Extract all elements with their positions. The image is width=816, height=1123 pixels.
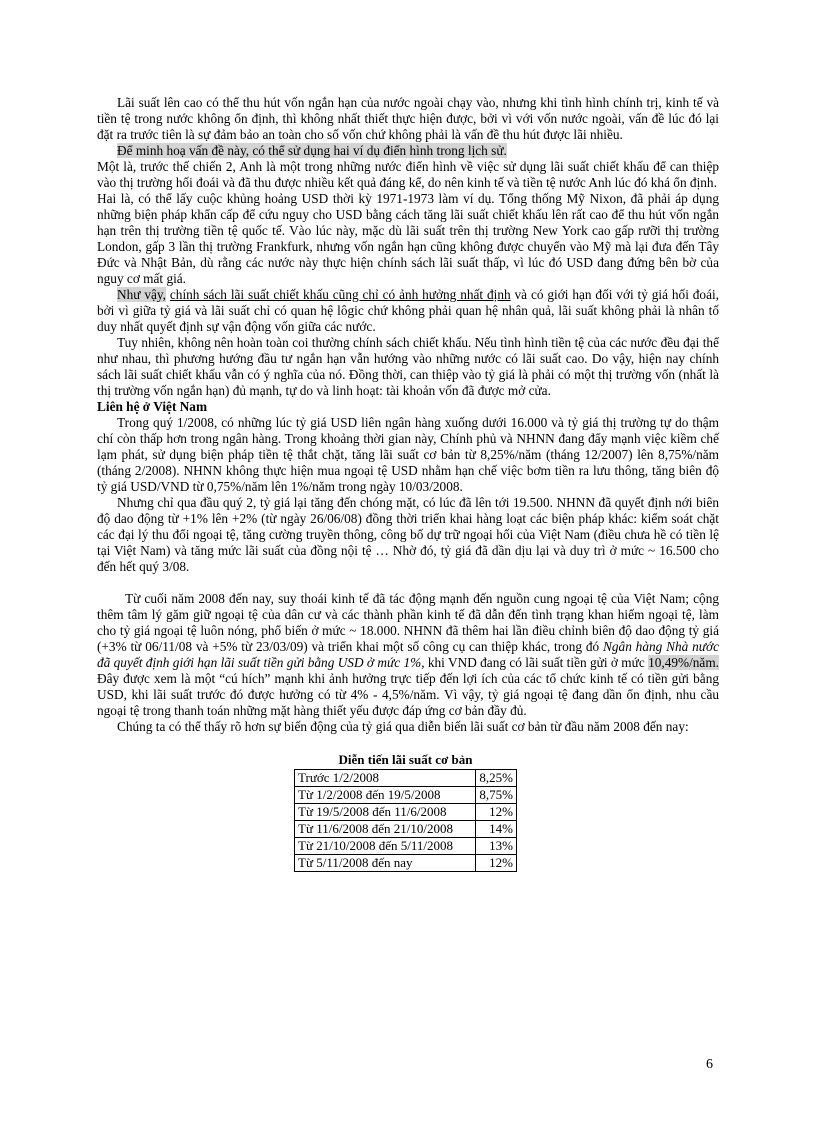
table-row xyxy=(295,770,517,787)
underlined-phrase: chính sách lãi suất chiết khấu cũng chỉ có ảnh hưởng nhất định xyxy=(169,287,511,302)
document-body xyxy=(97,95,719,872)
section-heading: Liên hệ ở Việt Nam xyxy=(97,399,208,414)
period-cell: Từ 21/10/2008 đến 5/11/2008 xyxy=(295,838,476,855)
rate-cell: 8,25% xyxy=(476,770,517,787)
highlighted-rate: 10,49%/năm. xyxy=(648,655,719,670)
base-rate-table xyxy=(294,751,517,872)
rate-cell: 13% xyxy=(476,838,517,855)
rate-cell: 14% xyxy=(476,821,517,838)
paragraph-illustration-intro xyxy=(97,143,719,159)
end-2008-text-2: khi VND đang có lãi suất tiền gửi ở mức xyxy=(424,655,649,670)
table-header-row xyxy=(295,751,517,770)
rate-cell: 8,75% xyxy=(476,787,517,804)
paragraph-q2-2008: Nhưng chỉ qua đầu quý 2, tỷ giá lại tăng đến chóng mặt, có lúc đã lên tới 19.500. NHNN đã quyết định nới biên độ dao động từ +1% lên +2% (từ ngày 26/06/08) đồng thời triển khai hàng loạt các biện pháp khác: kiểm soát chặt các đại lý thu đổi ngoại tệ, tăng cường truyền thông, công bố dự trữ ngoại hối của Việt Nam (điều chưa hề có tiền lệ tại Việt Nam) và tăng mức lãi suất của đồng nội tệ … Nhờ đó, tỷ giá đã dần dịu lại và duy trì ở mức ~ 16.500 cho đến hết quý 3/08. xyxy=(97,495,719,574)
table-title: Diễn tiến lãi suất cơ bản xyxy=(295,751,517,770)
blank-line xyxy=(97,575,719,591)
paragraph-discount-policy: Tuy nhiên, không nên hoàn toàn coi thường chính sách chiết khấu. Nếu tình hình tiền tệ của các nước đều đại thể như nhau, thì phương hướng đầu tư ngắn hạn vẫn hướng vào những nước có lãi suất cao. Do vậy, hiện nay chính sách lãi suất chiết khấu vẫn có ý nghĩa của nó. Đồng thời, can thiệp vào tỷ giá là phải có một thị trường vốn (nhất là thị trường vốn ngắn hạn) đủ mạnh, tự do và linh hoạt: tài khoản vốn đã được mở cửa. xyxy=(97,335,719,398)
table-row xyxy=(295,787,517,804)
table-row xyxy=(295,821,517,838)
conclusion-text: và có giới hạn đối với tỷ giá hối đoái, bởi vì giữa tỷ giá và lãi suất chỉ có quan hệ lôgic chứ không phải quan hệ nhân quả, lãi suất không phải là nhân tố duy nhất quyết định sự vận động vốn giữa các nước. xyxy=(97,287,720,334)
period-cell: Từ 11/6/2008 đến 21/10/2008 xyxy=(295,821,476,838)
paragraph-end-2008 xyxy=(97,591,719,719)
rate-cell: 12% xyxy=(476,855,517,872)
paragraph-table-intro: Chúng ta có thể thấy rõ hơn sự biến động của tỷ giá qua diễn biến lãi suất cơ bản từ đầu năm 2008 đến nay: xyxy=(117,719,689,734)
paragraph-q1-2008: Trong quý 1/2008, có những lúc tỷ giá USD liên ngân hàng xuống dưới 16.000 và tỷ giá thị trường tự do thậm chí còn thấp hơn trong ngân hàng. Trong khoảng thời gian này, Chính phủ và NHNN đang đẩy mạnh việc kiềm chế lạm phát, sử dụng biện pháp tiền tệ thắt chặt, tăng lãi suất cơ bản từ 8,25%/năm (tháng 12/2007) lên 8,75%/năm (tháng 2/2008). NHNN không thực hiện mua ngoại tệ USD nhằm hạn chế việc bơm tiền ra lưu thông, tăng biên độ tỷ giá USD/VND từ 0,75%/năm lên 1%/năm trong ngày 10/03/2008. xyxy=(97,415,719,494)
period-cell: Trước 1/2/2008 xyxy=(295,770,476,787)
table-row xyxy=(295,855,517,872)
end-2008-text: Từ cuối năm 2008 đến nay, suy thoái kinh tế đã tác động mạnh đến nguồn cung ngoại tệ của Việt Nam; cộng thêm tâm lý găm giữ ngoại tệ của dân cư và các thành phần kinh tế đã dẫn đến tình trạng khan hiếm ngoại tệ, làm cho tỷ giá ngoại tệ luôn nóng, phổ biến ở mức ~ 18.000. NHNN đã thêm hai lần điều chỉnh biên độ dao động tỷ giá (+3% từ 06/11/08 và +5% từ 23/03/09) và triển khai một số công cụ can thiệp khác, trong đó xyxy=(97,591,719,654)
end-2008-text-3: Đây được xem là một “cú hích” mạnh khi ảnh hưởng trực tiếp đến lợi ích của các tổ chức kinh tế có tiền gửi bằng USD, khi lãi suất trước đó được hưởng có từ 4% - 4,5%/năm. Vì vậy, tỷ giá ngoại tệ đang dần ổn định, nhu cầu ngoại tệ trong thanh toán những mặt hàng thiết yếu được đáp ứng cơ bản đầy đủ. xyxy=(97,671,719,718)
italic-decision: Ngân hàng Nhà nước đã quyết định giới hạn lãi suất tiền gửi bằng USD ở mức 1%, xyxy=(97,639,719,670)
table-row xyxy=(295,838,517,855)
highlighted-sentence: Để minh hoạ vấn đề này, có thể sử dụng hai ví dụ điển hình trong lịch sử. xyxy=(117,143,507,158)
highlighted-phrase: Như vậy, xyxy=(117,287,167,302)
period-cell: Từ 19/5/2008 đến 11/6/2008 xyxy=(295,804,476,821)
paragraph-interest-capital: Lãi suất lên cao có thể thu hút vốn ngắn hạn của nước ngoài chạy vào, nhưng khi tình hình chính trị, kinh tế và tiền tệ trong nước không ổn định, thì không nhất thiết thực hiện được, bởi vì với vốn nước ngoài, vấn đề lúc đó lại đặt ra trước tiên là sự đảm bảo an toàn cho số vốn chứ không phải là vấn đề thu hút được lãi nhiều. xyxy=(97,95,719,142)
period-cell: Từ 1/2/2008 đến 19/5/2008 xyxy=(295,787,476,804)
paragraph-conclusion xyxy=(97,287,719,335)
period-cell: Từ 5/11/2008 đến nay xyxy=(295,855,476,872)
paragraph-example-england: Một là, trước thế chiến 2, Anh là một trong những nước điển hình về việc sử dụng lãi suất chiết khấu để can thiệp vào thị trường hối đoái và đã thu được nhiều kết quả đáng kể, do nên kinh tế và tiền tệ nước Anh lúc đó khá ổn định. xyxy=(97,159,719,190)
paragraph-example-usd-crisis: Hai là, có thể lấy cuộc khủng hoảng USD thời kỳ 1971-1973 làm ví dụ. Tổng thống Mỹ Nixon, đã phải áp dụng những biện pháp khẩn cấp để cứu nguy cho USD bằng cách tăng lãi suất chiết khấu lên rất cao để thu hút vốn ngắn hạn trên thị trường tiền tệ quốc tế. Vào lúc này, mặc dù lãi suất trên thị trường New York cao gấp rưỡi thị trường London, gấp 3 lần thị trường Frankfurk, nhưng vốn ngắn hạn cũng không được chuyển vào Mỹ mà lại đưa đến Tây Đức và Nhật Bản, dù rằng các nước này thực hiện chính sách lãi suất thấp, vì lúc đó USD đang đứng bên bờ của nguy cơ mất giá. xyxy=(97,191,719,286)
rate-cell: 12% xyxy=(476,804,517,821)
table-row xyxy=(295,804,517,821)
page-number: 6 xyxy=(706,1057,713,1072)
